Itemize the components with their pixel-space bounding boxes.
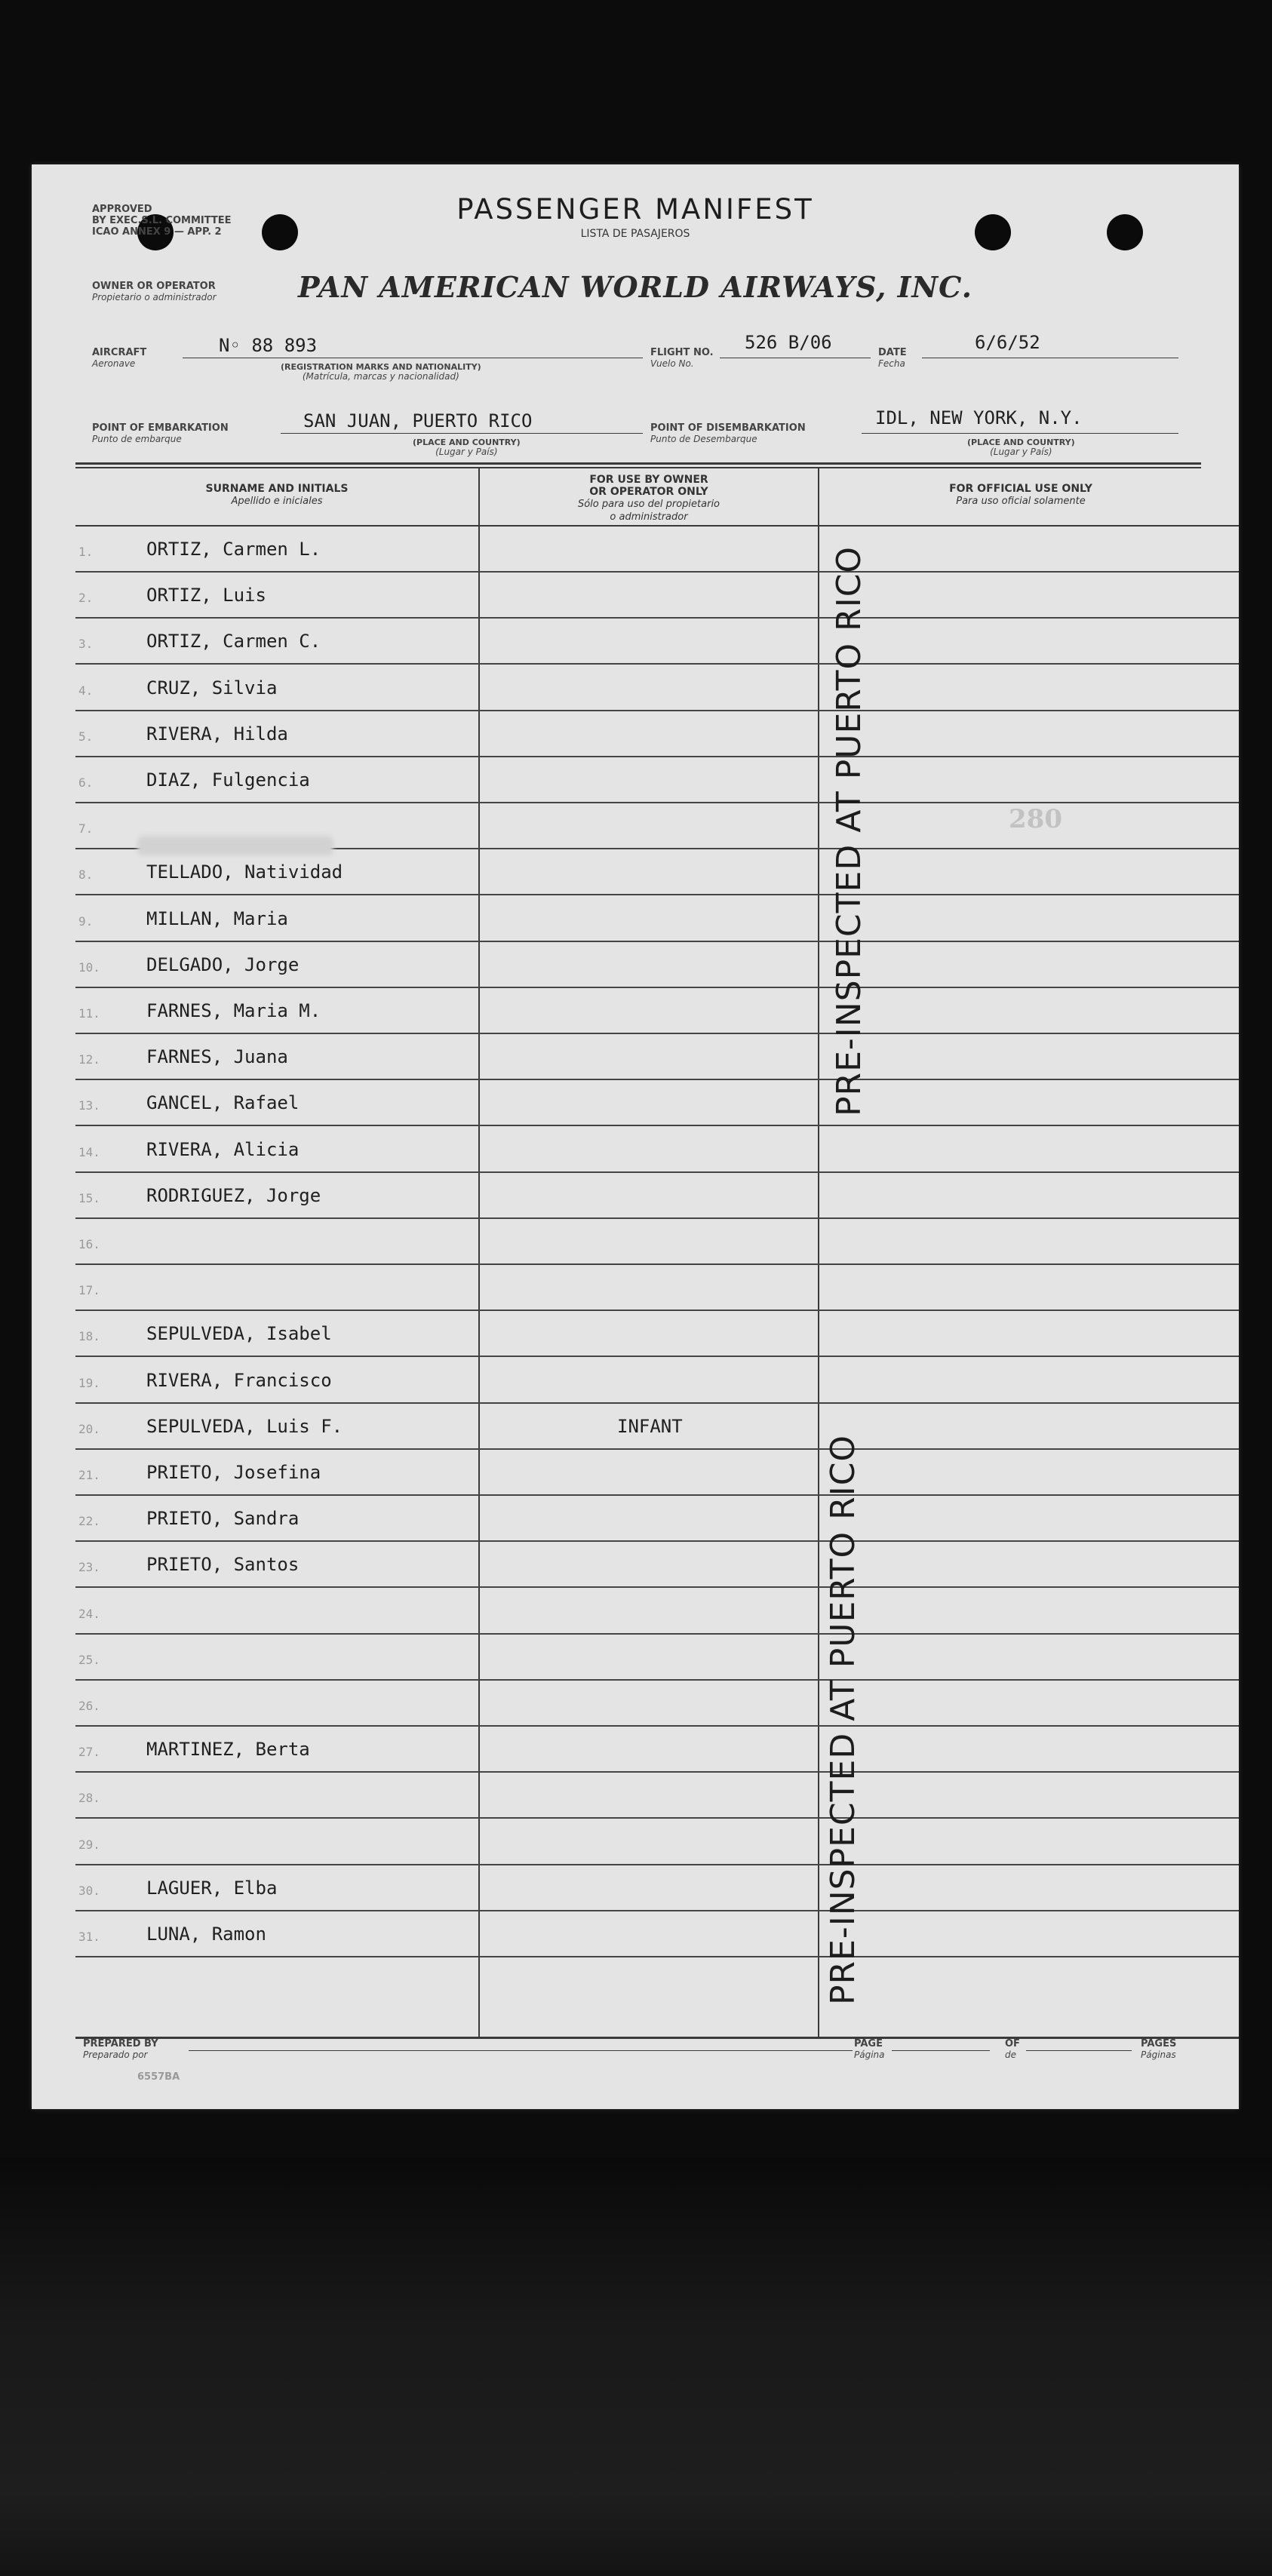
date-value: 6/6/52 xyxy=(975,332,1040,353)
owner-remark: INFANT xyxy=(617,1415,683,1437)
erased-entry xyxy=(137,836,333,855)
flight-value: 526 B/06 xyxy=(745,332,832,353)
table-row xyxy=(75,1819,1239,1865)
owner-label-en: OWNER OR OPERATOR xyxy=(92,281,216,292)
table-row xyxy=(75,849,1239,895)
row-number: 14. xyxy=(78,1144,100,1159)
embarkation-label xyxy=(92,422,229,445)
row-number: 13. xyxy=(78,1098,100,1113)
table-row xyxy=(75,1265,1239,1311)
table-row xyxy=(75,1080,1239,1126)
table-row xyxy=(75,1404,1239,1450)
passenger-name: CRUZ, Silvia xyxy=(146,677,278,698)
passenger-name: PRIETO, Sandra xyxy=(146,1508,300,1530)
row-number: 4. xyxy=(78,683,94,698)
table-row xyxy=(75,1219,1239,1265)
prepared-by-line xyxy=(189,2050,853,2051)
passenger-name: SEPULVEDA, Isabel xyxy=(146,1323,332,1345)
table-row xyxy=(75,1496,1239,1542)
row-number: 5. xyxy=(78,729,94,744)
embark-place-label xyxy=(413,438,521,457)
table-row xyxy=(75,1034,1239,1080)
table-row xyxy=(75,1911,1239,1957)
aircraft-label xyxy=(92,347,146,370)
flight-label-es: Vuelo No. xyxy=(650,358,694,369)
passenger-name: MILLAN, Maria xyxy=(146,907,288,929)
prepared-by-es: Preparado por xyxy=(83,2049,148,2060)
row-number: 1. xyxy=(78,545,94,559)
aircraft-label-en: AIRCRAFT xyxy=(92,347,147,358)
official-use-header-en: FOR OFFICIAL USE ONLY xyxy=(949,483,1092,495)
film-border xyxy=(0,2157,1272,2576)
passenger-name: RIVERA, Alicia xyxy=(146,1138,300,1160)
passenger-name: MARTINEZ, Berta xyxy=(146,1739,310,1761)
page-line xyxy=(892,2050,990,2051)
row-number: 20. xyxy=(78,1421,100,1436)
table-row xyxy=(75,1173,1239,1219)
row-number: 11. xyxy=(78,1006,100,1021)
row-number: 2. xyxy=(78,591,94,606)
row-number: 12. xyxy=(78,1052,100,1067)
passenger-name: ORTIZ, Carmen C. xyxy=(146,631,321,652)
passenger-name: GANCEL, Rafael xyxy=(146,1092,300,1114)
flight-label xyxy=(650,347,714,370)
form-code: 6557BA xyxy=(137,2071,180,2083)
table-row xyxy=(75,757,1239,803)
table-top-rule xyxy=(75,462,1201,465)
passenger-name: PRIETO, Santos xyxy=(146,1554,300,1576)
place-label-es: (Lugar y País) xyxy=(435,447,498,457)
prepared-by-label xyxy=(83,2038,158,2061)
approval-line: BY EXEC.S.L. COMMITTEE xyxy=(92,215,232,226)
pre-inspected-stamp: PRE-INSPECTED AT PUERTO RICO xyxy=(824,1434,862,2005)
disembarkation-label xyxy=(650,422,806,445)
prepared-by-en: PREPARED BY xyxy=(83,2038,158,2049)
table-row xyxy=(75,665,1239,711)
embarkation-underline xyxy=(281,433,643,434)
row-number: 19. xyxy=(78,1375,100,1390)
passenger-name: FARNES, Juana xyxy=(146,1046,288,1068)
embarkation-label-en: POINT OF EMBARKATION xyxy=(92,422,229,434)
row-number: 15. xyxy=(78,1190,100,1205)
date-label xyxy=(878,347,907,370)
registration-label-en: (REGISTRATION MARKS AND NATIONALITY) xyxy=(281,362,481,372)
row-number: 26. xyxy=(78,1699,100,1713)
table-top-rule-2 xyxy=(75,467,1201,468)
row-number: 16. xyxy=(78,1237,100,1251)
aircraft-label-es: Aeronave xyxy=(92,358,136,369)
place-label-en: (PLACE AND COUNTRY) xyxy=(967,438,1075,447)
passenger-name: DIAZ, Fulgencia xyxy=(146,769,310,791)
owner-use-header-es: o administrador xyxy=(610,511,688,523)
row-rule xyxy=(75,1956,1239,1957)
row-number: 3. xyxy=(78,637,94,652)
row-number: 10. xyxy=(78,959,100,975)
of-label xyxy=(1005,2038,1020,2061)
row-number: 30. xyxy=(78,1883,100,1898)
table-row xyxy=(75,1773,1239,1819)
row-number: 24. xyxy=(78,1606,100,1621)
pages-label xyxy=(1141,2038,1176,2061)
of-label-en: OF xyxy=(1005,2038,1020,2049)
table-row xyxy=(75,1865,1239,1911)
passenger-name: LAGUER, Elba xyxy=(146,1877,278,1899)
disembark-place-label xyxy=(967,438,1075,457)
passenger-name: RIVERA, Hilda xyxy=(146,723,288,745)
official-mark: 280 xyxy=(1009,804,1062,834)
date-label-es: Fecha xyxy=(878,358,905,369)
passenger-name: RODRIGUEZ, Jorge xyxy=(146,1184,321,1206)
official-use-column-header xyxy=(821,483,1221,508)
pre-inspected-stamp: PRE-INSPECTED AT PUERTO RICO xyxy=(830,545,868,1116)
surname-header-es: Apellido e iniciales xyxy=(231,496,323,507)
passenger-name: LUNA, Ramon xyxy=(146,1924,266,1945)
row-number: 7. xyxy=(78,821,94,837)
surname-header-en: SURNAME AND INITIALS xyxy=(205,483,349,495)
table-row xyxy=(75,573,1239,619)
table-row xyxy=(75,1589,1239,1635)
passenger-name: DELGADO, Jorge xyxy=(146,953,300,975)
pages-label-en: PAGES xyxy=(1141,2038,1177,2049)
row-number: 18. xyxy=(78,1329,100,1344)
manifest-sheet xyxy=(32,164,1239,2109)
owner-use-column-header xyxy=(481,474,816,523)
passenger-name: TELLADO, Natividad xyxy=(146,861,343,883)
row-number: 27. xyxy=(78,1745,100,1760)
disembarkation-underline xyxy=(862,433,1178,434)
manifest-subtitle: LISTA DE PASAJEROS xyxy=(580,228,690,240)
row-number: 17. xyxy=(78,1283,100,1298)
table-row xyxy=(75,942,1239,988)
table-row xyxy=(75,619,1239,665)
disembarkation-label-es: Punto de Desembarque xyxy=(650,434,757,444)
page-label-en: PAGE xyxy=(854,2038,883,2049)
owner-label-es: Propietario o administrador xyxy=(92,292,217,302)
row-number: 9. xyxy=(78,913,94,929)
approval-line: APPROVED xyxy=(92,204,152,215)
row-number: 8. xyxy=(78,867,94,883)
passenger-name: ORTIZ, Carmen L. xyxy=(146,539,321,560)
table-row xyxy=(75,1127,1239,1173)
date-label-en: DATE xyxy=(878,347,907,358)
embarkation-value: SAN JUAN, PUERTO RICO xyxy=(303,410,533,431)
of-label-es: de xyxy=(1005,2049,1016,2060)
page-label xyxy=(854,2038,885,2061)
table-row xyxy=(75,896,1239,942)
table-row xyxy=(75,1681,1239,1727)
flight-label-en: FLIGHT NO. xyxy=(650,347,714,358)
table-row xyxy=(75,1358,1239,1404)
passenger-name: SEPULVEDA, Luis F. xyxy=(146,1415,343,1437)
row-number: 22. xyxy=(78,1514,100,1529)
passenger-name: PRIETO, Josefina xyxy=(146,1462,321,1483)
table-row xyxy=(75,1542,1239,1588)
owner-use-header-line: FOR USE BY OWNER xyxy=(589,474,708,486)
table-row xyxy=(75,1450,1239,1496)
embarkation-label-es: Punto de embarque xyxy=(92,434,182,444)
row-number: 31. xyxy=(78,1930,100,1944)
approval-line: ICAO ANNEX 9 — APP. 2 xyxy=(92,226,222,238)
row-number: 28. xyxy=(78,1791,100,1806)
passenger-name: RIVERA, Francisco xyxy=(146,1369,332,1391)
manifest-title: PASSENGER MANIFEST xyxy=(456,193,814,226)
page-label-es: Página xyxy=(854,2049,885,2060)
of-line xyxy=(1026,2050,1132,2051)
table-row xyxy=(75,1727,1239,1773)
row-number: 25. xyxy=(78,1652,100,1667)
table-row xyxy=(75,1311,1239,1357)
table-bottom-rule xyxy=(75,2037,1239,2039)
passenger-name: ORTIZ, Luis xyxy=(146,585,266,606)
place-label-es: (Lugar y País) xyxy=(990,447,1052,457)
place-label-en: (PLACE AND COUNTRY) xyxy=(413,438,521,447)
passenger-name: FARNES, Maria M. xyxy=(146,1000,321,1021)
owner-use-header-es: Sólo para uso del propietario xyxy=(577,499,720,510)
official-use-header-es: Para uso oficial solamente xyxy=(956,496,1086,507)
disembarkation-value: IDL, NEW YORK, N.Y. xyxy=(875,407,1083,428)
aircraft-value: N◦ 88 893 xyxy=(219,335,318,356)
pages-label-es: Páginas xyxy=(1141,2049,1176,2060)
owner-use-header-line: OR OPERATOR ONLY xyxy=(589,486,708,498)
disembarkation-label-en: POINT OF DISEMBARKATION xyxy=(650,422,806,434)
table-row xyxy=(75,1635,1239,1681)
row-number: 29. xyxy=(78,1837,100,1852)
registration-label xyxy=(281,362,481,382)
airline-name: PAN AMERICAN WORLD AIRWAYS, INC. xyxy=(298,270,972,304)
row-number: 23. xyxy=(78,1560,100,1575)
table-row xyxy=(75,988,1239,1034)
table-row xyxy=(75,527,1239,573)
row-number: 21. xyxy=(78,1468,100,1482)
registration-label-es: (Matrícula, marcas y nacionalidad) xyxy=(302,371,459,382)
surname-column-header xyxy=(77,483,477,508)
table-row xyxy=(75,711,1239,757)
row-number: 6. xyxy=(78,775,94,790)
